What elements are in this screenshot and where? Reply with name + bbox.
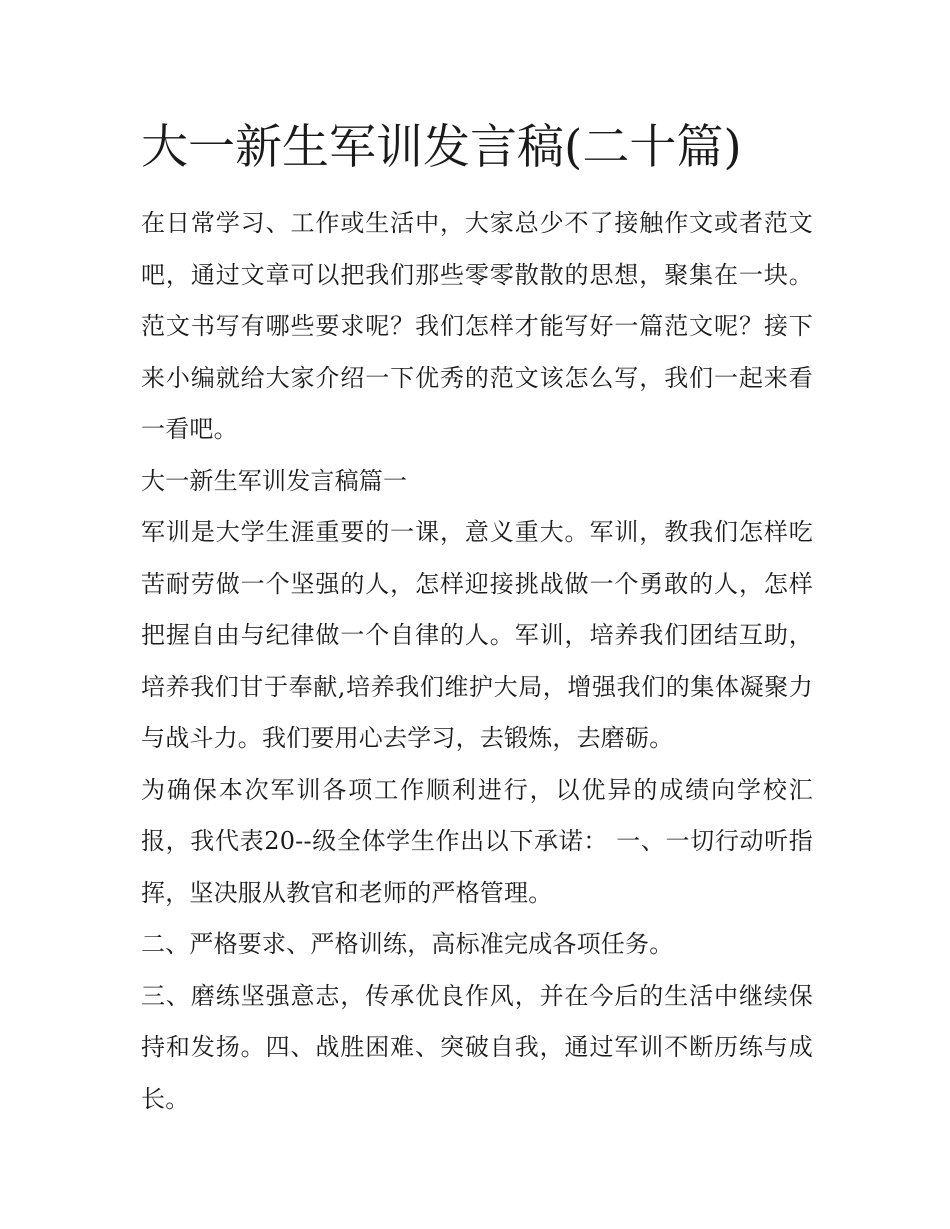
document-body (141, 112, 813, 1125)
body-paragraph: 二、严格要求、严格训练，高标准完成各项任务。 (141, 930, 674, 958)
body-paragraph: 三、磨练坚强意志，传承优良作风，并在今后的生活中继续保持和发扬。四、战胜困难、突破自我，通过军训不断历练与成长。 (141, 981, 813, 1113)
section-heading: 大一新生军训发言稿篇一 (141, 466, 408, 495)
body-paragraph: 为确保本次军训各项工作顺利进行，以优异的成绩向学校汇报，我代表20--级全体学生作出以下承诺： 一、一切行动听指挥，坚决服从教官和老师的严格管理。 (141, 775, 813, 907)
document-title: 大一新生军训发言稿(二十篇) (141, 120, 742, 175)
intro-paragraph: 在日常学习、工作或生活中，大家总少不了接触作文或者范文吧，通过文章可以把我们那些零零散散的思想，聚集在一块。范文书写有哪些要求呢？我们怎样才能写好一篇范文呢？接下来小编就给大家介绍一下优秀的范文该怎么写，我们一起来看一看吧。 (141, 209, 813, 443)
body-paragraph: 军训是大学生涯重要的一课，意义重大。军训，教我们怎样吃苦耐劳做一个坚强的人，怎样迎接挑战做一个勇敢的人，怎样把握自由与纪律做一个自律的人。军训，培养我们团结互助，培养我们甘于奉献,培养我们维护大局，增强我们的集体凝聚力与战斗力。我们要用心去学习，去锻炼，去磨砺。 (141, 518, 813, 752)
